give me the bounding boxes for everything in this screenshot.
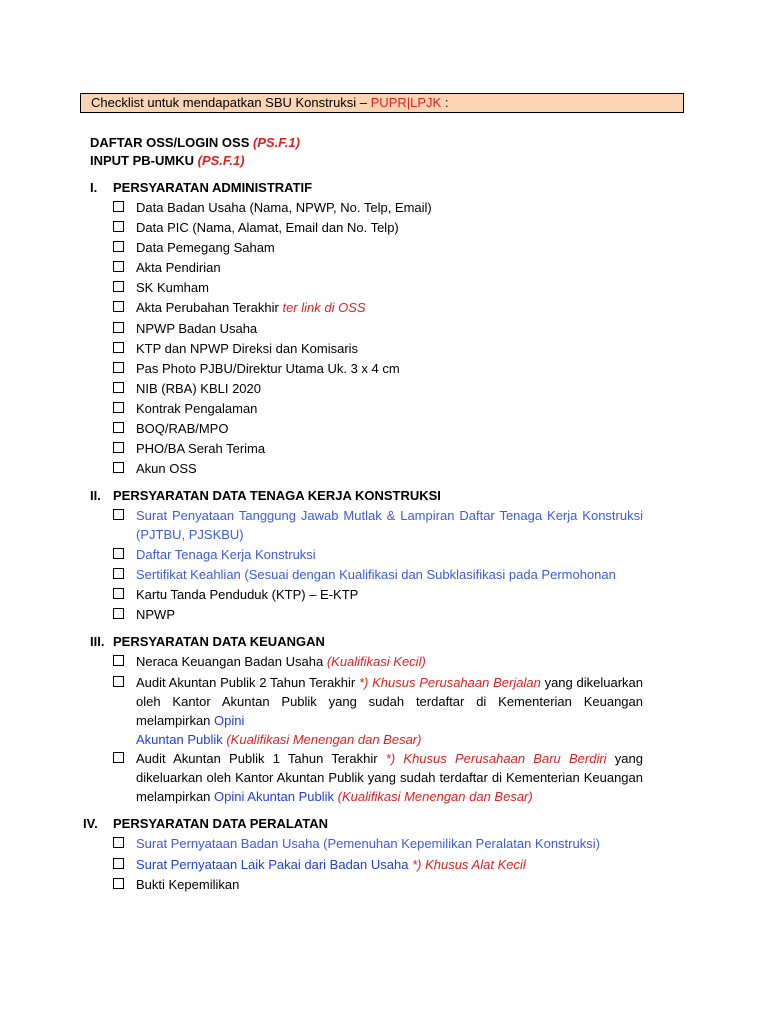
checkbox-icon[interactable]: [113, 568, 124, 579]
item-label: NPWP Badan Usaha: [136, 321, 258, 336]
checkbox-icon[interactable]: [113, 382, 124, 393]
checkbox-icon[interactable]: [113, 422, 124, 433]
item-label: [136, 298, 643, 317]
checkbox-icon[interactable]: [113, 402, 124, 413]
checkbox-icon[interactable]: [113, 342, 124, 353]
section-number: III.: [90, 634, 105, 649]
header-suffix: :: [441, 95, 449, 110]
item-label: Surat Pernyataan Badan Usaha (Pemenuhan Kepemilikan Peralatan Konstruksi): [136, 836, 600, 851]
checkbox-icon[interactable]: [113, 442, 124, 453]
checklist-header: [80, 93, 684, 113]
intro-line-oss: [90, 134, 300, 152]
intro-text: DAFTAR OSS/LOGIN OSS: [90, 135, 253, 150]
section-number: II.: [90, 488, 101, 503]
item-text: Akta Perubahan Terakhir: [136, 300, 283, 315]
checkbox-icon[interactable]: [113, 362, 124, 373]
checkbox-icon[interactable]: [113, 676, 124, 687]
item-label: Kartu Tanda Penduduk (KTP) – E-KTP: [136, 587, 359, 602]
checkbox-icon[interactable]: [113, 261, 124, 272]
checkbox-icon[interactable]: [113, 462, 124, 473]
checkbox-icon[interactable]: [113, 281, 124, 292]
item-label: Pas Photo PJBU/Direktur Utama Uk. 3 x 4 cm: [136, 361, 400, 376]
item-label: [136, 652, 643, 671]
item-label: Akun OSS: [136, 461, 197, 476]
item-label: Akta Pendirian: [136, 260, 221, 275]
header-text: Checklist untuk mendapatkan SBU Konstruksi –: [91, 95, 371, 110]
item-note: (Kualifikasi Menengan dan Besar): [222, 732, 422, 747]
item-text: Audit Akuntan Publik 1 Tahun Terakhir: [136, 751, 386, 766]
item-label: Surat Penyataan Tanggung Jawab Mutlak & Lampiran Daftar Tenaga Kerja Konstruksi (PJTBU, PJSKBU): [136, 508, 643, 542]
intro-line-pb-umku: [90, 152, 245, 170]
section-heading-administratif: [90, 179, 312, 197]
item-label: Data Pemegang Saham: [136, 240, 275, 255]
header-highlight: PUPR|LPJK: [370, 95, 442, 110]
section-title: PERSYARATAN DATA PERALATAN: [113, 816, 328, 831]
section-title: PERSYARATAN ADMINISTRATIF: [113, 180, 313, 195]
item-label: Data PIC (Nama, Alamat, Email dan No. Telp): [136, 220, 399, 235]
item-label: [136, 673, 643, 730]
item-note: *) Khusus Alat Kecil: [408, 857, 526, 872]
checkbox-icon[interactable]: [113, 548, 124, 559]
checkbox-icon[interactable]: [113, 878, 124, 889]
item-text: Audit Akuntan Publik 2 Tahun Terakhir: [136, 675, 359, 690]
item-label: [136, 855, 643, 874]
section-title: PERSYARATAN DATA KEUANGAN: [113, 634, 325, 649]
checkbox-icon[interactable]: [113, 301, 124, 312]
checkbox-icon[interactable]: [113, 322, 124, 333]
item-label: SK Kumham: [136, 280, 209, 295]
intro-note: (PS.F.1): [253, 135, 300, 150]
section-number: IV.: [83, 816, 98, 831]
item-text: Surat Pernyataan Laik Pakai dari Badan Usaha: [136, 857, 409, 872]
item-note: ter link di OSS: [282, 300, 366, 315]
intro-text: INPUT PB-UMKU: [90, 153, 198, 168]
item-label: Data Badan Usaha (Nama, NPWP, No. Telp, Email): [136, 200, 432, 215]
section-heading-peralatan: [83, 815, 328, 833]
item-label: PHO/BA Serah Terima: [136, 441, 266, 456]
item-label: BOQ/RAB/MPO: [136, 421, 229, 436]
checkbox-icon[interactable]: [113, 655, 124, 666]
item-highlight: Akuntan Publik: [136, 732, 223, 747]
checkbox-icon[interactable]: [113, 241, 124, 252]
item-text: yang dikeluarkan oleh Kantor Akuntan Publik yang sudah terdaftar di Kementerian Keuangan melampirkan: [136, 675, 643, 728]
item-text: yang dikeluarkan oleh Kantor Akuntan Publik yang sudah terdaftar di Kementerian Keuangan melampirkan: [136, 751, 643, 804]
section-heading-tenaga-kerja: [90, 487, 441, 505]
item-label: [136, 749, 643, 806]
checkbox-icon[interactable]: [113, 221, 124, 232]
item-note: (Kualifikasi Menengan dan Besar): [334, 789, 533, 804]
item-label: Sertifikat Keahlian (Sesuai dengan Kualifikasi dan Subklasifikasi pada Permohonan: [136, 567, 616, 582]
intro-note: (PS.F.1): [197, 153, 245, 168]
item-label: NIB (RBA) KBLI 2020: [136, 381, 261, 396]
checkbox-icon[interactable]: [113, 752, 124, 763]
item-text: Neraca Keuangan Badan Usaha: [136, 654, 327, 669]
checkbox-icon[interactable]: [113, 608, 124, 619]
item-note: (Kualifikasi Kecil): [326, 654, 426, 669]
item-label: Daftar Tenaga Kerja Konstruksi: [136, 547, 316, 562]
checkbox-icon[interactable]: [113, 858, 124, 869]
checkbox-icon[interactable]: [113, 201, 124, 212]
section-title: PERSYARATAN DATA TENAGA KERJA KONSTRUKSI: [113, 488, 441, 503]
item-highlight: Opini: [214, 713, 245, 728]
section-number: I.: [90, 180, 98, 195]
item-note: *) Khusus Perusahaan Berjalan: [358, 675, 541, 690]
item-label: NPWP: [136, 607, 175, 622]
item-highlight: Opini Akuntan Publik: [214, 789, 334, 804]
checkbox-icon[interactable]: [113, 837, 124, 848]
checkbox-icon[interactable]: [113, 509, 124, 520]
item-label: KTP dan NPWP Direksi dan Komisaris: [136, 341, 359, 356]
item-label: [136, 730, 643, 749]
item-label: Bukti Kepemilikan: [136, 877, 240, 892]
section-heading-keuangan: [90, 633, 325, 651]
checkbox-icon[interactable]: [113, 588, 124, 599]
item-label: Kontrak Pengalaman: [136, 401, 258, 416]
item-note: *) Khusus Perusahaan Baru Berdiri: [385, 751, 607, 766]
